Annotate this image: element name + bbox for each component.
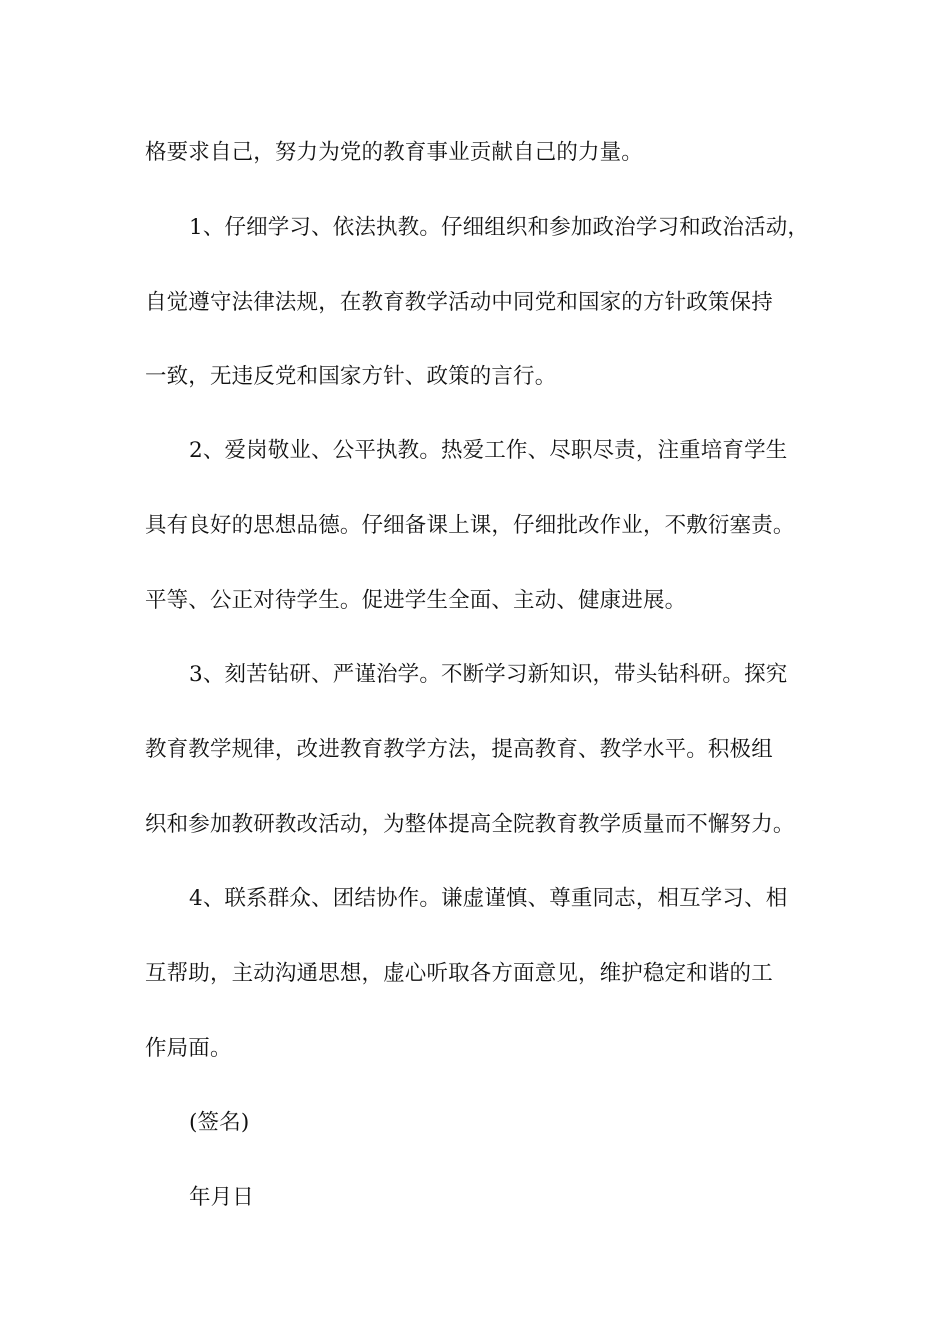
text-line: 平等、公正对待学生。促进学生全面、主动、健康进展。 [145, 588, 687, 613]
signature-label: (签名) [189, 1110, 250, 1135]
text-line: 一致，无违反党和国家方针、政策的言行。 [145, 364, 557, 389]
text-line: 自觉遵守法律法规，在教育教学活动中同党和国家的方针政策保持 [145, 290, 773, 315]
text-line: 4、联系群众、团结协作。谦虚谨慎、尊重同志，相互学习、相 [189, 886, 788, 911]
text-line: 2、爱岗敬业、公平执教。热爱工作、尽职尽责，注重培育学生 [189, 438, 788, 463]
date-label: 年月日 [189, 1185, 254, 1210]
text-line: 具有良好的思想品德。仔细备课上课，仔细批改作业，不敷衍塞责。 [145, 513, 795, 538]
text-line: 格要求自己，努力为党的教育事业贡献自己的力量。 [145, 140, 643, 165]
text-line: 作局面。 [145, 1036, 232, 1061]
text-line: 织和参加教研教改活动，为整体提高全院教育教学质量而不懈努力。 [145, 812, 795, 837]
text-line: 1、仔细学习、依法执教。仔细组织和参加政治学习和政治活动， [189, 215, 810, 240]
text-line: 教育教学规律，改进教育教学方法，提高教育、教学水平。积极组 [145, 737, 773, 762]
text-line: 3、刻苦钻研、严谨治学。不断学习新知识，带头钻科研。探究 [189, 662, 788, 687]
text-line: 互帮助，主动沟通思想，虚心听取各方面意见，维护稳定和谐的工 [145, 961, 773, 986]
